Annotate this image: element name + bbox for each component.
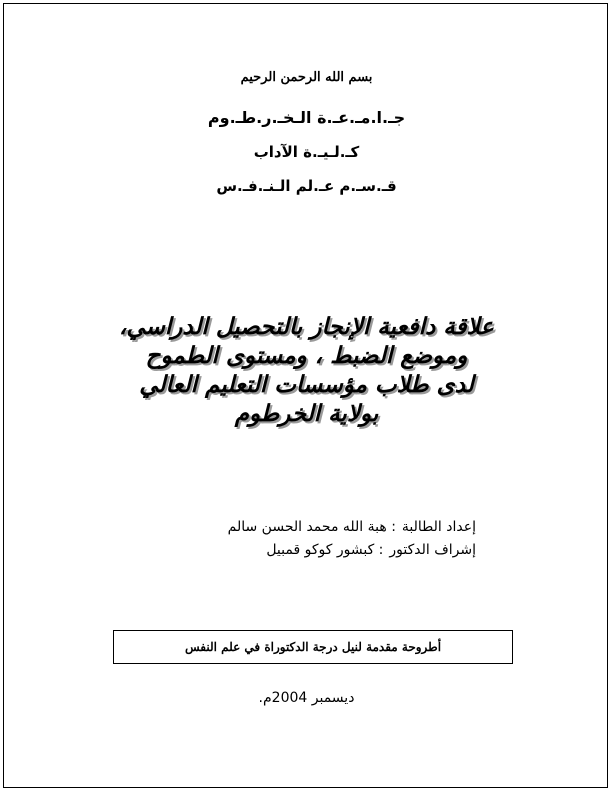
thesis-title-line-1: علاقة دافعية الإنجاز بالتحصيل الدراسي،: [118, 314, 494, 340]
degree-statement-box: [113, 630, 513, 664]
thesis-title: [0, 313, 613, 429]
supervisor-label: إشراف الدكتور: [389, 542, 476, 558]
student-name: : هبة الله محمد الحسن سالم: [227, 519, 396, 535]
thesis-title-line-4: بولاية الخرطوم: [234, 401, 379, 427]
thesis-title-line-2: وموضع الضبط ، ومستوى الطموح: [145, 343, 468, 369]
university-name: جـ.ا.مـ.عـ.ة الـخـ.ر.طـ.وم: [207, 108, 406, 127]
submission-date: ديسمبر 2004م.: [258, 690, 355, 706]
faculty-name: كـ.لـيـ.ة الآداب: [253, 143, 360, 161]
supervisor-line: [266, 542, 476, 558]
prepared-by-line: [228, 519, 476, 535]
basmala: بسم الله الرحمن الرحيم: [240, 70, 373, 85]
supervisor-name: : كبشور كوكو قمبيل: [266, 542, 384, 558]
prepared-by-label: إعداد الطالبة: [401, 519, 476, 535]
thesis-title-line-3: لدى طلاب مؤسسات التعليم العالي: [139, 372, 474, 398]
department-name: قـ.سـ.م عـ.لم الـنـ.فـ.س: [216, 177, 397, 195]
degree-statement: أطروحة مقدمة لنيل درجة الدكتوراة في علم النفس: [184, 640, 442, 654]
